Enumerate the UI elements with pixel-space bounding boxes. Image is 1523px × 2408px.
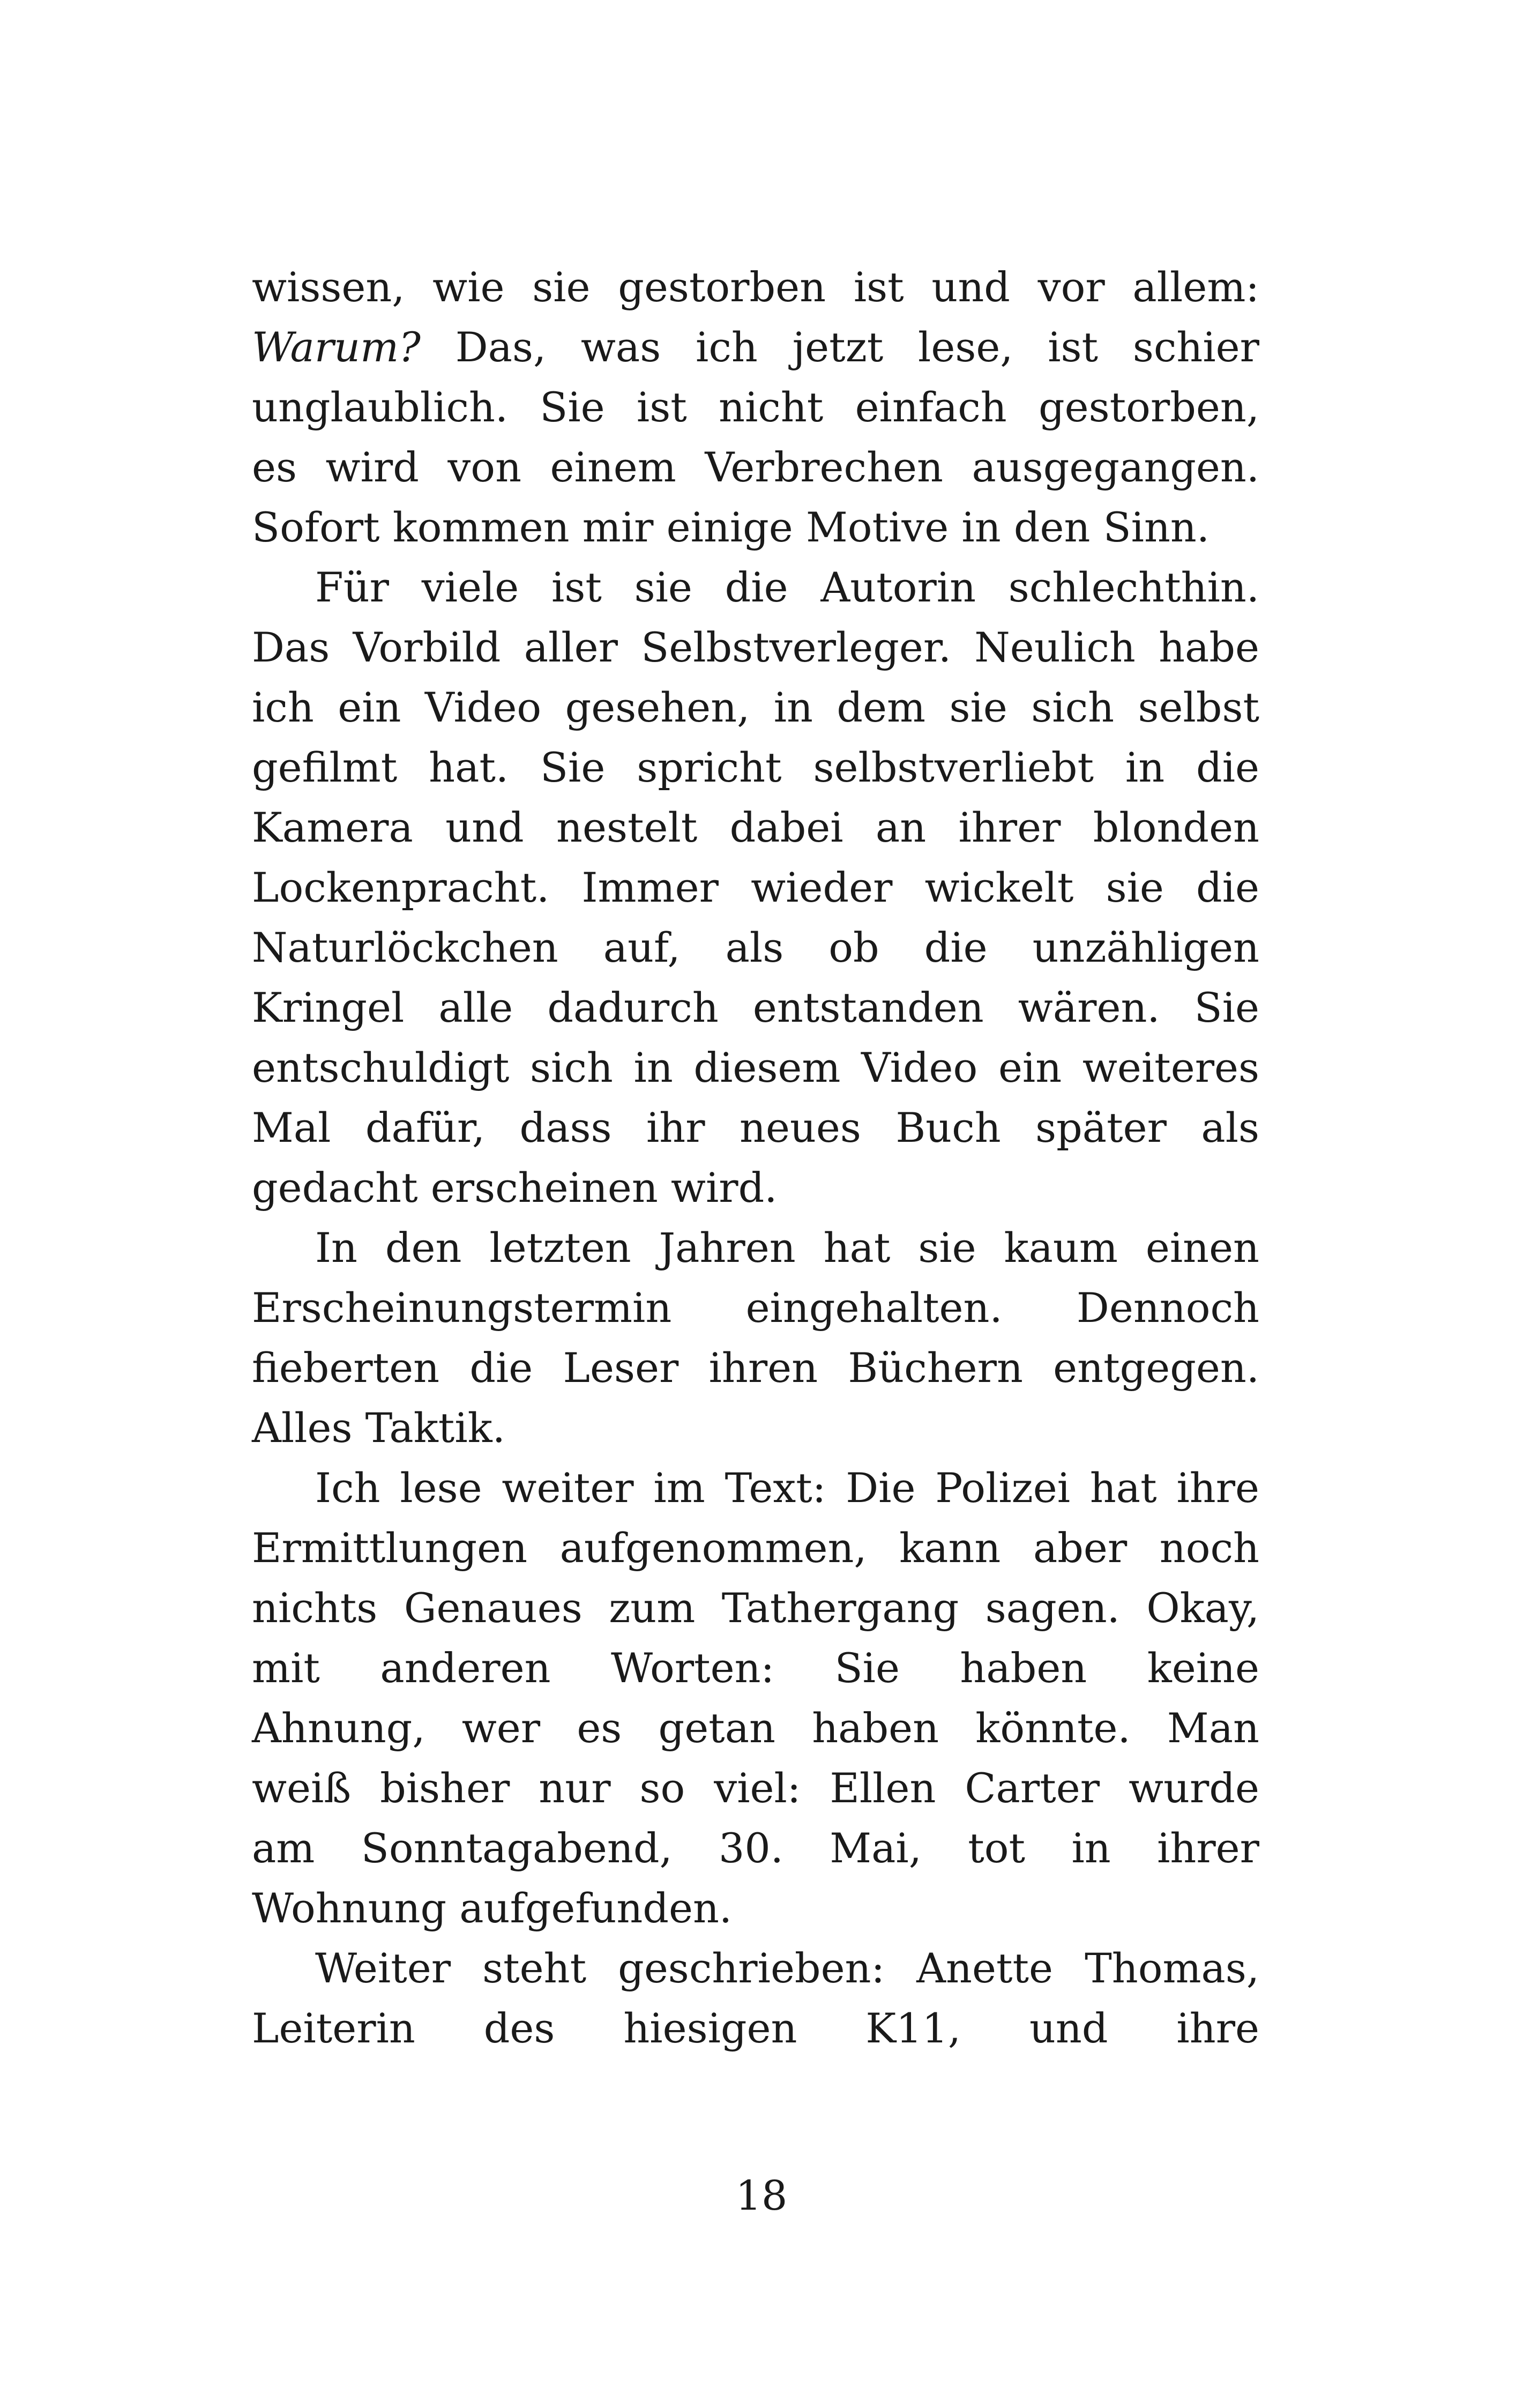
text-line: es wird von einem Verbrechen ausgegangen.: [252, 443, 1259, 491]
text-line: In den letzten Jahren hat sie kaum einen: [315, 1224, 1259, 1272]
text-line: Kringel alle dadurch entstanden wären. Sie: [252, 984, 1259, 1031]
text-line: gefilmt hat. Sie spricht selbstverliebt in die: [252, 744, 1259, 791]
text-line: Weiter steht geschrieben: Anette Thomas,: [315, 1944, 1259, 1992]
text-line: Wohnung aufgefunden.: [252, 1884, 733, 1932]
text-line: Naturlöckchen auf, als ob die unzähligen: [252, 924, 1259, 971]
text-line: Sofort kommen mir einige Motive in den Sinn.: [252, 503, 1210, 551]
text-line: unglaublich. Sie ist nicht einfach gestorben,: [252, 383, 1259, 431]
text-line: ich ein Video gesehen, in dem sie sich selbst: [252, 683, 1259, 731]
text-line: Alles Taktik.: [252, 1404, 505, 1452]
text-line: nichts Genaues zum Tathergang sagen. Okay,: [252, 1584, 1259, 1632]
text-line: Kamera und nestelt dabei an ihrer blonden: [252, 804, 1259, 851]
text-line: Mal dafür, dass ihr neues Buch später als: [252, 1104, 1259, 1151]
text-line: Leiterin des hiesigen K11, und ihre: [252, 2004, 1259, 2052]
text-line: am Sonntagabend, 30. Mai, tot in ihrer: [252, 1824, 1259, 1872]
text-line: Für viele ist sie die Autorin schlechthin.: [315, 563, 1259, 611]
text-line: mit anderen Worten: Sie haben keine: [252, 1644, 1259, 1692]
text-line: Warum? Das, was ich jetzt lese, ist schier: [252, 323, 1259, 371]
text-line: fieberten die Leser ihren Büchern entgegen.: [252, 1344, 1259, 1392]
text-line: Ich lese weiter im Text: Die Polizei hat ihre: [315, 1464, 1259, 1512]
text-line: Das Vorbild aller Selbstverleger. Neulich habe: [252, 623, 1259, 671]
page-body: [252, 257, 1259, 2058]
text-line: Lockenpracht. Immer wieder wickelt sie die: [252, 864, 1259, 911]
page-number: 18: [735, 2172, 788, 2219]
text-line: wissen, wie sie gestorben ist und vor allem:: [252, 263, 1259, 311]
text-line: weiß bisher nur so viel: Ellen Carter wurde: [252, 1764, 1259, 1812]
text-line: Ermittlungen aufgenommen, kann aber noch: [252, 1524, 1259, 1572]
text-line: Ahnung, wer es getan haben könnte. Man: [252, 1704, 1259, 1752]
text-line: gedacht erscheinen wird.: [252, 1164, 778, 1212]
emphasized-word: Warum?: [252, 323, 421, 371]
text-line: Erscheinungstermin eingehalten. Dennoch: [252, 1284, 1259, 1332]
text-line: entschuldigt sich in diesem Video ein weiteres: [252, 1044, 1259, 1091]
